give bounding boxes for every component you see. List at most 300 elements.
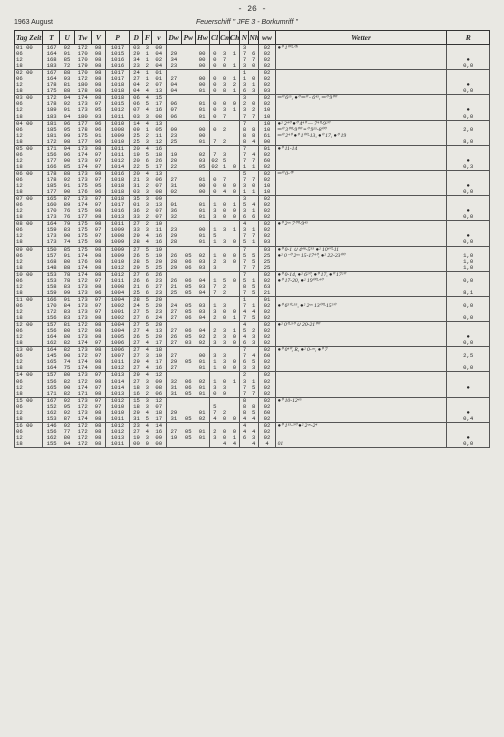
table-cell: 12 [152, 139, 166, 146]
table-cell: 3 [145, 383, 150, 391]
table-cell: 3 [209, 435, 219, 441]
table-cell: 00 [198, 50, 206, 58]
table-cell: 1004 [105, 290, 129, 297]
time-cell: 12 [15, 158, 43, 164]
table-cell: 97 [94, 100, 102, 108]
table-cell: 98 [94, 427, 102, 435]
table-cell: 178 [43, 101, 60, 107]
table-cell: 18 [152, 347, 166, 354]
table-cell: 3 [143, 196, 152, 203]
table-cell: 01 [198, 106, 206, 114]
column-header: Ch [230, 31, 240, 45]
table-cell: 98 [91, 70, 105, 77]
table-cell: 7 [249, 114, 259, 121]
table-cell: 1015 [105, 51, 129, 57]
table-cell: 04 [195, 290, 209, 297]
column-header: V [91, 31, 105, 45]
table-cell: 3 [222, 352, 227, 360]
table-cell: 176 [74, 189, 91, 196]
table-cell: 7 [251, 176, 256, 183]
table-cell: 04 [166, 88, 181, 95]
weather-note-cell: ●⁰ 1⁰⁰-⁰⁵ [275, 45, 447, 52]
table-cell: 01 [195, 239, 209, 246]
table-cell: 31 [166, 183, 181, 189]
table-cell: 03 [195, 265, 209, 272]
table-cell: 172 [77, 433, 88, 441]
table-cell: 98 [91, 88, 105, 95]
table-cell: 27 [130, 271, 143, 278]
table-cell: 98 [94, 75, 102, 83]
precip-cell: 0,0 [447, 278, 490, 284]
table-cell: 97 [94, 176, 102, 183]
table-cell: 8 [251, 402, 256, 410]
table-cell: 93 [63, 75, 71, 83]
table-cell: 0 [251, 100, 256, 108]
table-cell: 97 [94, 232, 102, 240]
table-cell: 5 [145, 307, 150, 315]
time-cell: 06 [15, 76, 43, 82]
table-cell: 168 [43, 259, 60, 265]
weather-note-cell: 01 [275, 441, 447, 448]
precip-cell: 0,0 [447, 303, 490, 309]
table-cell: 3 [145, 402, 150, 410]
table-cell: 4 [230, 441, 240, 448]
table-cell: 60 [259, 353, 275, 359]
table-cell: 6 [249, 214, 259, 221]
table-cell: 7 [240, 246, 249, 253]
table-cell: 02 [259, 397, 275, 404]
table-cell: 33 [130, 227, 143, 233]
table-cell: 09 [152, 196, 166, 203]
table-cell: 98 [91, 265, 105, 272]
table-cell: 0 [209, 82, 219, 88]
table-cell: 2 [145, 81, 150, 89]
table-cell: 91 [94, 131, 102, 139]
table-cell: 02 [259, 359, 275, 365]
table-cell: 1 [145, 125, 150, 133]
table-cell: 91 [63, 251, 71, 259]
table-cell: 5 [143, 416, 152, 423]
table-cell: 04 [155, 50, 163, 58]
table-cell: 23 [152, 290, 166, 297]
table-cell: 173 [74, 196, 91, 203]
table-cell: 5 [145, 100, 150, 108]
table-cell: 02 [259, 322, 275, 329]
table-cell: 07 [166, 107, 181, 113]
table-cell: 95 [63, 125, 71, 133]
table-cell: 02 [259, 177, 275, 183]
time-cell: 12 00 [15, 322, 43, 329]
table-cell: 76 [63, 207, 71, 215]
table-cell: 7 [209, 284, 219, 290]
table-cell: 171 [43, 145, 60, 152]
table-cell: 1 [232, 50, 237, 58]
table-cell: 5 [251, 257, 256, 265]
table-cell: 1009 [105, 253, 129, 259]
table-cell: 173 [77, 156, 88, 164]
table-cell: 8 [240, 127, 249, 133]
table-cell: 1004 [105, 322, 129, 329]
table-cell: 8 [240, 133, 249, 139]
table-cell: 175 [74, 239, 91, 246]
table-cell: 1011 [105, 145, 129, 152]
table-cell: 8 [240, 139, 249, 146]
table-cell: 75 [60, 365, 74, 372]
table-cell: 31 [130, 416, 143, 423]
table-cell: 88 [60, 265, 74, 272]
table-cell: 78 [60, 271, 74, 278]
table-cell: 26 [152, 271, 166, 278]
table-cell: 8 [251, 131, 256, 139]
table-cell: 3 [251, 333, 256, 341]
table-cell: 16 [130, 391, 143, 398]
table-cell: 2 [143, 391, 152, 398]
weather-note-cell: ●⁰ 11-14 [275, 145, 447, 152]
table-cell: 02 [259, 391, 275, 398]
table-cell: 3 [145, 352, 150, 360]
table-cell: 1009 [105, 239, 129, 246]
column-header: Pw [181, 31, 195, 45]
table-cell: 28 [130, 259, 143, 265]
table-cell: 02 [198, 150, 206, 158]
table-cell: 61 [259, 133, 275, 139]
table-cell: 87 [60, 416, 74, 423]
table-cell: 05 [155, 125, 163, 133]
time-cell: 02 00 [15, 70, 43, 77]
table-cell: 2 [209, 315, 219, 322]
table-cell: 6 [251, 50, 256, 58]
table-cell: 98 [91, 221, 105, 228]
weather-note-cell: ●⁰ 10-12⁴⁵ [275, 397, 447, 404]
time-cell: 12 [15, 133, 43, 139]
table-cell: 166 [43, 164, 60, 171]
time-cell: 12 [15, 309, 43, 315]
table-cell: 02 [259, 404, 275, 410]
table-cell: 07 [155, 81, 163, 89]
weather-note-cell: ●⁰ 0-1 ∪ 4⁴⁸-5⁵⁵ ●² 10⁴⁰-11 [275, 246, 447, 253]
table-cell: 27 [130, 328, 143, 334]
table-cell: 177 [43, 158, 60, 164]
table-cell: 178 [43, 170, 60, 177]
weather-note-cell: ═⁰ 6¹⁵, ●⁰ ═⁰ - 6⁴⁵, ═⁰ 9⁰⁰ [275, 95, 447, 102]
table-cell: 01 [195, 214, 209, 221]
table-cell: 10 [152, 221, 166, 228]
table-cell: 1 [209, 359, 219, 365]
table-cell: 02 [259, 82, 275, 88]
table-cell: 98 [94, 56, 102, 64]
table-cell: 03 [198, 156, 206, 164]
table-cell: 1008 [105, 233, 129, 239]
table-cell: 18 [155, 150, 163, 158]
table-cell: 175 [74, 246, 91, 253]
table-cell: 26 [166, 334, 181, 340]
table-cell: 27 [166, 340, 181, 347]
time-cell: 06 [15, 278, 43, 284]
table-cell: 92 [60, 45, 74, 52]
table-cell: 02 [195, 416, 209, 423]
table-cell: 164 [43, 221, 60, 228]
table-cell: 0 [232, 427, 237, 435]
table-cell: 97 [91, 397, 105, 404]
table-cell: 1011 [105, 441, 129, 448]
table-cell: 97 [94, 301, 102, 309]
precip-cell: ● [447, 82, 490, 88]
table-cell: 00 [198, 352, 206, 360]
table-cell: 06 [166, 101, 181, 107]
column-header: Cm [220, 31, 230, 45]
table-cell: 08 [152, 114, 166, 121]
table-cell: 02 [259, 152, 275, 158]
time-cell: 12 [15, 334, 43, 340]
table-cell: 60 [259, 158, 275, 164]
time-cell: 01 00 [15, 45, 43, 52]
table-cell: 20 [130, 158, 143, 164]
table-cell: 91 [60, 296, 74, 303]
table-cell: 7 [251, 156, 256, 164]
table-cell: 2 [240, 101, 249, 107]
table-cell: 0 [209, 63, 219, 70]
table-cell: 3 [251, 433, 256, 441]
table-cell: 81 [63, 81, 71, 89]
table-cell: 9 [232, 100, 237, 108]
table-cell: 07 [155, 207, 163, 215]
table-cell: 02 [259, 227, 275, 233]
time-cell: 06 [15, 353, 43, 359]
table-cell: 5 [251, 408, 256, 416]
table-cell: 175 [77, 226, 88, 234]
table-cell: 96 [91, 290, 105, 297]
table-cell: 0 [230, 239, 240, 246]
table-cell: 173 [77, 106, 88, 114]
table-cell: 2 [209, 429, 219, 435]
table-cell: 04 [166, 82, 181, 88]
table-cell: 185 [43, 127, 60, 133]
table-cell: 4 [240, 429, 249, 435]
table-cell: 1012 [105, 397, 129, 404]
time-cell: 18 [15, 441, 43, 448]
table-cell: 09 [155, 377, 163, 385]
table-cell: 02 [259, 347, 275, 354]
table-cell: 1018 [105, 177, 129, 183]
table-cell: 02 [259, 309, 275, 315]
table-cell: 4 [143, 120, 152, 127]
table-cell: 173 [74, 315, 91, 322]
table-cell: 95 [63, 402, 71, 410]
precip-cell: 0,0 [447, 189, 490, 196]
table-cell: 05 [184, 427, 192, 435]
table-cell: 178 [43, 82, 60, 88]
table-cell: 02 [259, 233, 275, 239]
table-cell: 02 [198, 333, 206, 341]
table-cell: 88 [60, 88, 74, 95]
table-cell: 4 [249, 139, 259, 146]
table-cell: 26 [130, 334, 143, 340]
table-cell: 165 [43, 385, 60, 391]
table-cell: 02 [155, 56, 163, 64]
table-cell: 4 [240, 334, 249, 340]
table-cell [209, 441, 219, 448]
table-cell: 63 [259, 284, 275, 290]
time-cell: 06 [15, 127, 43, 133]
table-cell: 00 [198, 131, 206, 139]
table-cell: 1017 [105, 70, 129, 77]
table-cell: 02 [259, 385, 275, 391]
table-cell: 6 [240, 88, 249, 95]
table-cell: 0 [222, 182, 227, 190]
table-cell: 170 [77, 56, 88, 64]
table-cell: 4 [251, 201, 256, 209]
table-cell: 17 [152, 416, 166, 423]
table-cell: 07 [155, 182, 163, 190]
table-cell: 94 [60, 114, 74, 121]
table-cell: 3 [220, 340, 230, 347]
table-cell: 173 [74, 296, 91, 303]
table-cell: 03 [259, 246, 275, 253]
table-cell: 1 [209, 303, 219, 309]
table-cell: 8 [251, 125, 256, 133]
table-cell: 01 [195, 139, 209, 146]
table-cell: 5 [240, 239, 249, 246]
time-cell: 18 [15, 315, 43, 322]
table-cell: 03 [130, 45, 143, 52]
table-cell: 26 [166, 278, 181, 284]
table-cell: 4 [251, 307, 256, 315]
table-cell: 98 [91, 214, 105, 221]
table-cell: 96 [94, 125, 102, 133]
table-cell: 0 [209, 88, 219, 95]
table-cell: 7 [240, 271, 249, 278]
table-cell: 170 [43, 208, 60, 214]
table-cell: 1012 [105, 422, 129, 429]
table-cell: 1016 [105, 170, 129, 177]
table-cell: 4 [220, 441, 230, 448]
time-cell: 06 [15, 328, 43, 334]
table-cell: 85 [60, 164, 74, 171]
table-cell: 5 [251, 282, 256, 290]
table-cell: 0 [222, 75, 227, 83]
table-cell: 4 [251, 150, 256, 158]
table-cell: 97 [91, 340, 105, 347]
table-cell: 01 [195, 365, 209, 372]
table-cell: 82 [60, 391, 74, 398]
table-cell: 97 [94, 352, 102, 360]
table-cell: 172 [77, 377, 88, 385]
table-cell: 03 [198, 257, 206, 265]
time-cell: 18 [15, 340, 43, 347]
table-cell: 98 [91, 63, 105, 70]
precip-cell: 0,0 [447, 365, 490, 372]
table-cell: 177 [74, 120, 91, 127]
weather-note-cell: ●⁰ 2ᵒᵘ 7⁰⁰-9⁴⁵ [275, 221, 447, 228]
table-cell: 02 [259, 208, 275, 214]
table-cell: 97 [91, 196, 105, 203]
table-cell: 80 [63, 333, 71, 341]
table-cell: 1016 [105, 57, 129, 63]
table-cell: 173 [77, 333, 88, 341]
table-cell: 3 [222, 358, 227, 366]
column-header: U [60, 31, 74, 45]
table-cell: 08 [152, 189, 166, 196]
table-cell: 0 [251, 182, 256, 190]
table-cell: 177 [43, 189, 60, 196]
table-cell: 174 [74, 271, 91, 278]
table-cell: 24 [166, 303, 181, 309]
table-cell: 02 [195, 340, 209, 347]
table-cell: 3 [222, 106, 227, 114]
table-cell: 82 [60, 347, 74, 354]
table-cell: 8 [240, 397, 249, 404]
table-cell: 175 [77, 232, 88, 240]
table-cell: 1 [232, 201, 237, 209]
table-cell: 02 [259, 63, 275, 70]
column-header: Tw [74, 31, 91, 45]
table-cell: 4 [259, 441, 275, 448]
table-cell: 172 [77, 276, 88, 284]
column-header: Wetter [275, 31, 447, 45]
table-cell: 36 [166, 208, 181, 214]
table-cell: 28 [166, 239, 181, 246]
weather-note-cell: ═⁰ 3⁰⁰-9⁰⁰ ≡⁰ 9²⁵-8⁰⁰ [275, 127, 447, 133]
table-cell: 3 [209, 309, 219, 315]
table-cell: 18 [130, 385, 143, 391]
table-cell: 94 [60, 441, 74, 448]
weather-note-cell: ●² 0⁻⁰ 2ᵒᵘ 15-17⁴⁰, ●² 22-23⁰⁰ [275, 253, 447, 259]
table-cell: 15 [152, 95, 166, 102]
table-cell: 21 [259, 290, 275, 297]
table-cell: 97 [94, 276, 102, 284]
table-cell: 10 [259, 107, 275, 113]
table-cell: 03 [198, 282, 206, 290]
table-cell: 27 [166, 353, 181, 359]
weather-note-cell: ●⁰ 0-14, ●² 6²⁰, ●⁰ 17, ●⁰ 17²⁰ [275, 271, 447, 278]
table-cell: 92 [60, 422, 74, 429]
table-cell: 16 [155, 106, 163, 114]
table-cell: 8 [220, 88, 230, 95]
table-cell: 5 [251, 251, 256, 259]
table-cell: 5 [222, 276, 227, 284]
table-cell: 96 [60, 120, 74, 127]
table-cell: 162 [43, 340, 60, 347]
table-cell: 1 [209, 365, 219, 372]
table-cell: 164 [43, 334, 60, 340]
table-cell: 29 [166, 359, 181, 365]
table-cell: 05 [184, 358, 192, 366]
table-cell: 1011 [105, 114, 129, 121]
table-cell: 16 [155, 232, 163, 240]
table-cell: 1002 [105, 315, 129, 322]
table-cell: 95 [94, 106, 102, 114]
table-cell: 6 [240, 359, 249, 365]
table-cell: 3 [222, 383, 227, 391]
table-cell: 1 [232, 433, 237, 441]
table-cell: 7 [240, 145, 249, 152]
time-cell: 18 [15, 391, 43, 398]
table-cell: 1011 [105, 152, 129, 158]
table-cell: 23 [155, 276, 163, 284]
table-cell: 92 [63, 408, 71, 416]
table-cell: 10 [259, 189, 275, 196]
table-cell: 153 [43, 271, 60, 278]
table-cell: 4 [145, 427, 150, 435]
time-cell: 12 [15, 259, 43, 265]
weather-note-cell: ●⁰ 6⁵⁰-⁵⁵, ●² 2ᵒᵘ 13⁰⁰-15⁵⁰ [275, 303, 447, 309]
table-cell: 98 [91, 239, 105, 246]
table-cell: 7 [240, 347, 249, 354]
table-cell: 29 [130, 51, 143, 57]
table-cell: 27 [166, 429, 181, 435]
table-cell: 01 [152, 70, 166, 77]
table-cell: 181 [43, 120, 60, 127]
